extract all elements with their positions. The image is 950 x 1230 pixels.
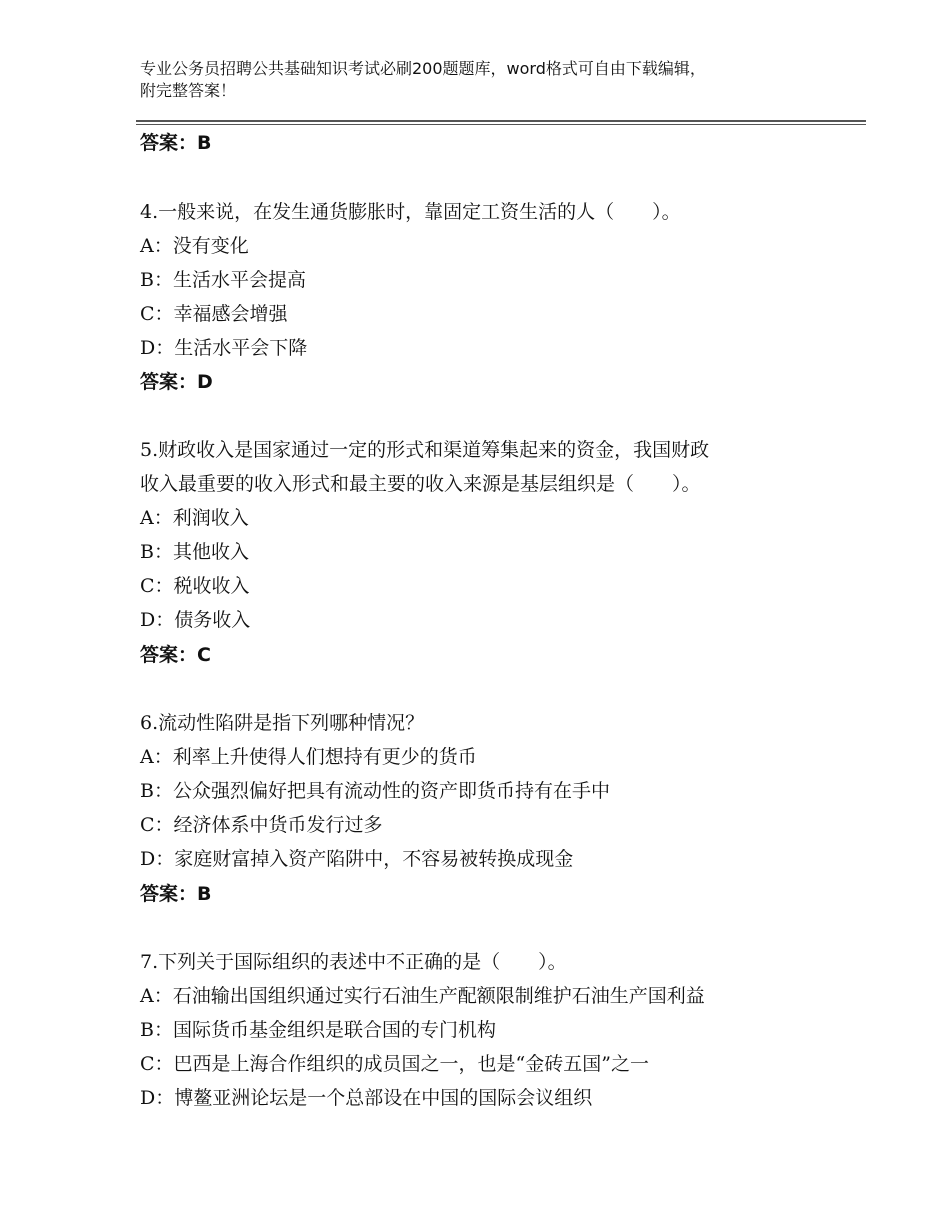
- answer-q6: 答案：B: [140, 883, 212, 905]
- question-4-option-c: C：幸福感会增强: [140, 303, 288, 325]
- question-7-stem: 7.下列关于国际组织的表述中不正确的是（ ）。: [140, 951, 567, 973]
- header-line-2: 附完整答案！: [140, 81, 237, 100]
- question-4-stem: 4.一般来说，在发生通货膨胀时，靠固定工资生活的人（ ）。: [140, 201, 681, 223]
- question-7-option-d: D：博鳌亚洲论坛是一个总部设在中国的国际会议组织: [140, 1087, 593, 1109]
- question-4-option-a: A：没有变化: [140, 235, 249, 257]
- answer-q3: 答案：B: [140, 132, 212, 154]
- question-4-option-d: D：生活水平会下降: [140, 337, 308, 359]
- header-line-1: 专业公务员招聘公共基础知识考试必刷200题题库，word格式可自由下载编辑，: [140, 59, 706, 78]
- page-header: [140, 58, 840, 102]
- question-5-option-b: B：其他收入: [140, 541, 249, 563]
- question-7-option-b: B：国际货币基金组织是联合国的专门机构: [140, 1019, 496, 1041]
- question-6-stem: 6.流动性陷阱是指下列哪种情况？: [140, 712, 425, 734]
- question-5-option-d: D：债务收入: [140, 609, 251, 631]
- question-5-stem-line-2: 收入最重要的收入形式和最主要的收入来源是基层组织是（ ）。: [140, 473, 701, 495]
- question-7-option-c: C：巴西是上海合作组织的成员国之一，也是“金砖五国”之一: [140, 1053, 649, 1075]
- question-6-option-a: A：利率上升使得人们想持有更少的货币: [140, 746, 477, 768]
- question-7-option-a: A：石油输出国组织通过实行石油生产配额限制维护石油生产国利益: [140, 985, 705, 1007]
- question-5-stem-line-1: 5.财政收入是国家通过一定的形式和渠道筹集起来的资金，我国财政: [140, 439, 710, 461]
- question-6-option-c: C：经济体系中货币发行过多: [140, 814, 383, 836]
- question-6-option-d: D：家庭财富掉入资产陷阱中，不容易被转换成现金: [140, 848, 574, 870]
- answer-q5: 答案：C: [140, 644, 211, 666]
- header-divider: [136, 120, 866, 125]
- question-4-option-b: B：生活水平会提高: [140, 269, 306, 291]
- answer-q4: 答案：D: [140, 371, 213, 393]
- question-6-option-b: B：公众强烈偏好把具有流动性的资产即货币持有在手中: [140, 780, 610, 802]
- question-5-option-c: C：税收收入: [140, 575, 250, 597]
- question-5-option-a: A：利润收入: [140, 507, 249, 529]
